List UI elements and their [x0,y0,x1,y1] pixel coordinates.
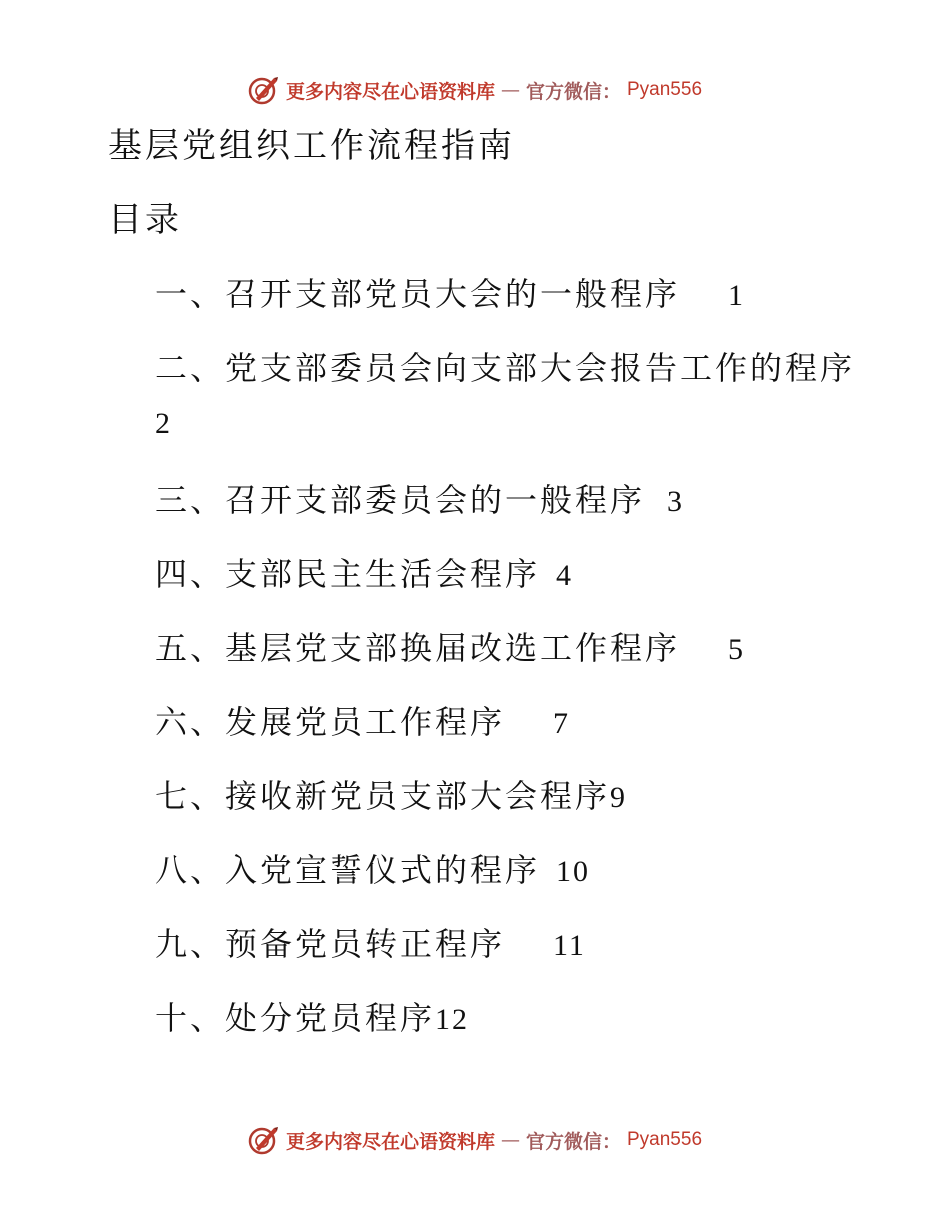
toc-item[interactable] [155,920,855,970]
header-watermark [0,70,950,110]
toc-item-page: 1 [728,279,746,312]
watermark-separator: — [500,79,520,101]
toc-item-page: 7 [553,707,571,740]
toc-item-label: 四、支部民主生活会程序 [155,555,541,593]
toc-item[interactable] [155,344,856,440]
pen-logo-icon [248,74,280,106]
watermark-suffix: 官方微信： [525,80,621,103]
toc-item[interactable] [155,698,855,748]
toc-heading: 目录 [108,200,182,240]
toc-item-page: 9 [610,781,628,814]
toc-item[interactable] [155,624,855,674]
toc-item-label: 六、发展党员工作程序 [155,703,506,741]
toc-item[interactable] [155,476,855,526]
toc-item-page: 10 [556,855,591,888]
watermark-wechat-id: Pyan556 [627,1129,703,1150]
watermark-text: 更多内容尽在心语资料库 [285,80,495,103]
toc-item-page: 3 [667,485,685,518]
toc-item-label: 一、召开支部党员大会的一般程序 [155,275,681,313]
toc-item[interactable] [155,270,855,320]
toc-item[interactable] [155,550,855,600]
toc-item-label: 二、党支部委员会向支部大会报告工作的程序 [155,349,856,387]
pen-logo-icon [248,1124,280,1156]
toc-item-label: 五、基层党支部换届改选工作程序 [155,629,681,667]
watermark-text: 更多内容尽在心语资料库 [285,1130,495,1153]
toc-item-page: 5 [728,633,746,666]
toc-item-label: 九、预备党员转正程序 [155,925,506,963]
toc-item-page: 4 [556,559,574,592]
document-title: 基层党组织工作流程指南 [108,126,515,166]
toc-item-page: 11 [553,929,586,962]
footer-watermark [0,1120,950,1160]
toc-item[interactable] [155,772,855,822]
toc-item[interactable] [155,994,855,1044]
toc-item-label: 八、入党宣誓仪式的程序 [155,851,541,889]
toc-item-page: 2 [155,407,172,440]
toc-item-page: 12 [435,1003,470,1036]
watermark-separator: — [500,1129,520,1151]
toc-item-label: 十、处分党员程序 [155,999,436,1037]
watermark-group [248,74,702,106]
toc-item[interactable] [155,846,855,896]
toc-item-label: 三、召开支部委员会的一般程序 [155,481,646,519]
watermark-suffix: 官方微信： [525,1130,621,1153]
watermark-group [248,1124,702,1156]
toc-item-label: 七、接收新党员支部大会程序 [155,777,611,815]
watermark-wechat-id: Pyan556 [627,79,703,100]
